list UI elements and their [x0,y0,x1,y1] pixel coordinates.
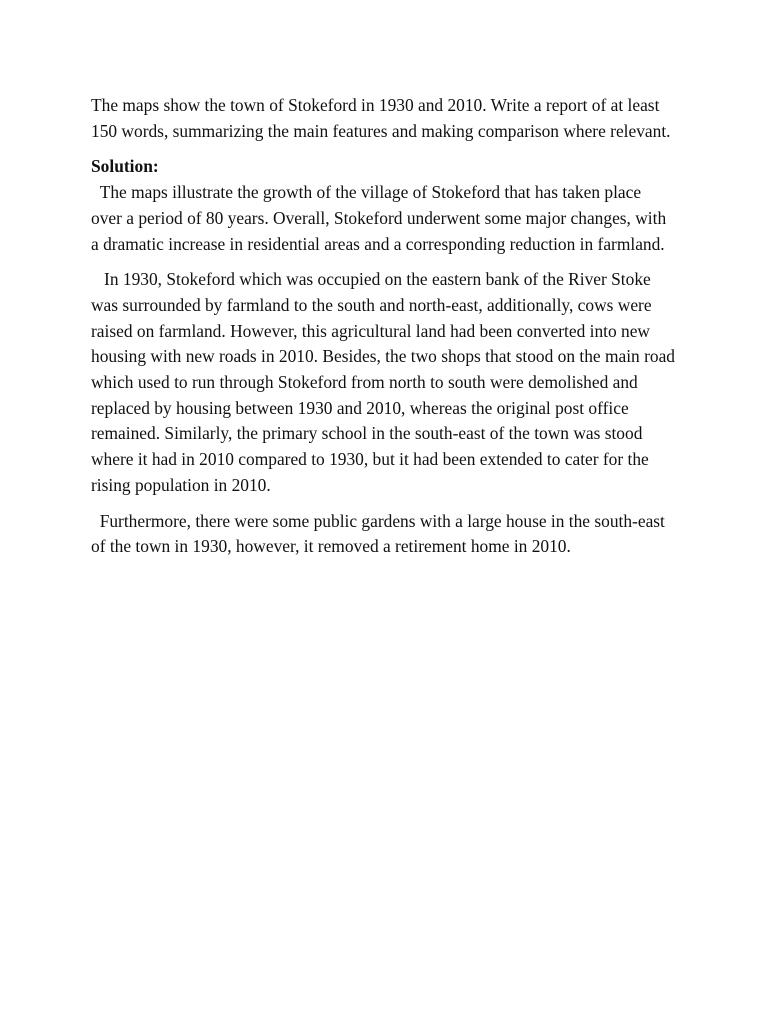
solution-paragraph-3: Furthermore, there were some public gardens with a large house in the south-east of the town in 1930, however, it removed a retirement home in 2010. [91,510,665,557]
solution-paragraph-1: The maps illustrate the growth of the village of Stokeford that has taken place over a period of 80 years. Overall, Stokeford underwent some major changes, with a dramatic increase in residential areas and a corresponding reduction in farmland. [91,182,667,254]
question-text: The maps show the town of Stokeford in 1930 and 2010. Write a report of at least 150 words, summarizing the main features and making comparison where relevant. [91,95,671,141]
solution-paragraph-2: In 1930, Stokeford which was occupied on the eastern bank of the River Stoke was surrounded by farmland to the south and north-east, additionally, cows were raised on farmland. However, this agricultural land had been converted into new housing with new roads in 2010. Besides, the two shops that stood on the main road which used to run through Stokeford from north to south were demolished and replaced by housing between 1930 and 2010, whereas the original post office remained. Similarly, the primary school in the south-east of the town was stood where it had in 2010 compared to 1930, but it had been extended to cater for the rising population in 2010. [91,269,675,495]
solution-heading: Solution: [91,156,159,177]
document-body [91,93,675,570]
